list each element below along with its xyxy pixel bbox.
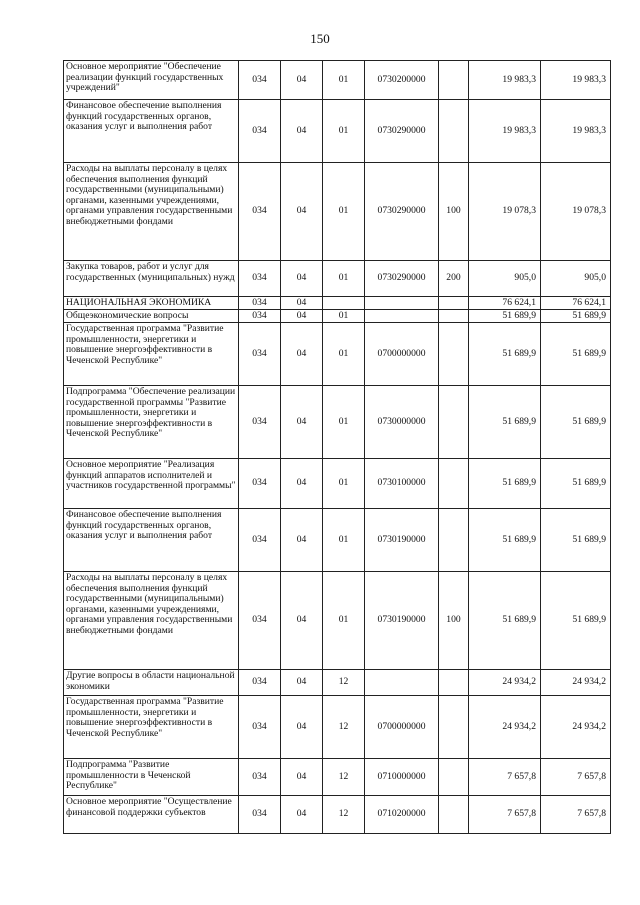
cell-name: Государственная программа "Развитие промышленности, энергетики и повышение энергоэффективности в Чеченской Республике" xyxy=(64,323,239,386)
cell-section: 04 xyxy=(281,310,323,323)
cell-name: Основное мероприятие "Осуществление финансовой поддержки субъектов xyxy=(64,796,239,834)
cell-ministry-code: 034 xyxy=(239,310,281,323)
cell-target-article: 0710000000 xyxy=(365,759,439,796)
cell-name: Расходы на выплаты персоналу в целях обеспечения выполнения функций государственными (муниципальными) органами, казенными учреждениями, органами управления государственными внебюджетными фондами xyxy=(64,572,239,670)
cell-amount-1: 905,0 xyxy=(469,261,541,297)
cell-amount-2: 7 657,8 xyxy=(541,759,611,796)
cell-expense-type xyxy=(439,61,469,100)
cell-subsection xyxy=(323,297,365,310)
cell-name: Закупка товаров, работ и услуг для государственных (муниципальных) нужд xyxy=(64,261,239,297)
cell-expense-type xyxy=(439,386,469,459)
cell-amount-2: 51 689,9 xyxy=(541,310,611,323)
cell-section: 04 xyxy=(281,670,323,696)
cell-expense-type xyxy=(439,670,469,696)
cell-section: 04 xyxy=(281,386,323,459)
cell-section: 04 xyxy=(281,696,323,759)
cell-section: 04 xyxy=(281,61,323,100)
cell-section: 04 xyxy=(281,759,323,796)
cell-subsection: 01 xyxy=(323,261,365,297)
cell-amount-1: 51 689,9 xyxy=(469,310,541,323)
table-row xyxy=(64,696,611,759)
cell-section: 04 xyxy=(281,509,323,572)
cell-subsection: 12 xyxy=(323,696,365,759)
cell-amount-1: 24 934,2 xyxy=(469,696,541,759)
cell-expense-type xyxy=(439,796,469,834)
cell-target-article xyxy=(365,310,439,323)
cell-target-article: 0700000000 xyxy=(365,323,439,386)
cell-subsection: 01 xyxy=(323,100,365,163)
cell-target-article: 0730190000 xyxy=(365,572,439,670)
cell-ministry-code: 034 xyxy=(239,61,281,100)
cell-subsection: 01 xyxy=(323,310,365,323)
cell-amount-1: 19 983,3 xyxy=(469,61,541,100)
cell-name: Финансовое обеспечение выполнения функций государственных органов, оказания услуг и выполнения работ xyxy=(64,100,239,163)
cell-expense-type xyxy=(439,310,469,323)
cell-amount-1: 51 689,9 xyxy=(469,386,541,459)
cell-expense-type: 100 xyxy=(439,572,469,670)
cell-amount-1: 19 983,3 xyxy=(469,100,541,163)
cell-section: 04 xyxy=(281,323,323,386)
cell-ministry-code: 034 xyxy=(239,696,281,759)
cell-amount-1: 24 934,2 xyxy=(469,670,541,696)
cell-expense-type: 200 xyxy=(439,261,469,297)
cell-amount-2: 24 934,2 xyxy=(541,670,611,696)
table-row xyxy=(64,297,611,310)
cell-expense-type xyxy=(439,297,469,310)
cell-target-article: 0730190000 xyxy=(365,509,439,572)
cell-ministry-code: 034 xyxy=(239,386,281,459)
cell-amount-2: 51 689,9 xyxy=(541,386,611,459)
cell-name: Расходы на выплаты персоналу в целях обеспечения выполнения функций государственными (муниципальными) органами, казенными учреждениями, органами управления государственными внебюджетными фондами xyxy=(64,163,239,261)
cell-name: Финансовое обеспечение выполнения функций государственных органов, оказания услуг и выполнения работ xyxy=(64,509,239,572)
budget-table xyxy=(63,60,611,834)
cell-name: Основное мероприятие "Реализация функций аппаратов исполнителей и участников государственной программы" xyxy=(64,459,239,509)
cell-expense-type xyxy=(439,323,469,386)
cell-ministry-code: 034 xyxy=(239,261,281,297)
cell-target-article: 0730100000 xyxy=(365,459,439,509)
cell-target-article: 0710200000 xyxy=(365,796,439,834)
cell-expense-type: 100 xyxy=(439,163,469,261)
cell-subsection: 01 xyxy=(323,459,365,509)
cell-expense-type xyxy=(439,100,469,163)
table-row xyxy=(64,459,611,509)
cell-amount-1: 51 689,9 xyxy=(469,509,541,572)
cell-subsection: 01 xyxy=(323,572,365,670)
cell-target-article: 0730000000 xyxy=(365,386,439,459)
cell-name: Общеэкономические вопросы xyxy=(64,310,239,323)
cell-name: Основное мероприятие "Обеспечение реализации функций государственных учреждений" xyxy=(64,61,239,100)
cell-section: 04 xyxy=(281,459,323,509)
cell-target-article: 0730290000 xyxy=(365,261,439,297)
cell-target-article xyxy=(365,670,439,696)
cell-ministry-code: 034 xyxy=(239,100,281,163)
cell-subsection: 01 xyxy=(323,163,365,261)
cell-amount-2: 7 657,8 xyxy=(541,796,611,834)
cell-expense-type xyxy=(439,696,469,759)
cell-ministry-code: 034 xyxy=(239,163,281,261)
cell-amount-1: 7 657,8 xyxy=(469,796,541,834)
cell-amount-1: 51 689,9 xyxy=(469,459,541,509)
cell-section: 04 xyxy=(281,297,323,310)
page-number: 150 xyxy=(310,31,330,46)
table-row xyxy=(64,796,611,834)
cell-subsection: 01 xyxy=(323,509,365,572)
cell-amount-2: 19 983,3 xyxy=(541,100,611,163)
table-row xyxy=(64,509,611,572)
cell-expense-type xyxy=(439,459,469,509)
cell-amount-1: 51 689,9 xyxy=(469,323,541,386)
cell-ministry-code: 034 xyxy=(239,323,281,386)
budget-table-body xyxy=(64,61,611,834)
cell-amount-2: 51 689,9 xyxy=(541,509,611,572)
cell-name: Подпрограмма "Развитие промышленности в Чеченской Республике" xyxy=(64,759,239,796)
cell-ministry-code: 034 xyxy=(239,759,281,796)
cell-target-article: 0700000000 xyxy=(365,696,439,759)
cell-subsection: 01 xyxy=(323,386,365,459)
cell-ministry-code: 034 xyxy=(239,509,281,572)
cell-ministry-code: 034 xyxy=(239,796,281,834)
table-row xyxy=(64,310,611,323)
cell-section: 04 xyxy=(281,100,323,163)
cell-subsection: 12 xyxy=(323,759,365,796)
cell-expense-type xyxy=(439,759,469,796)
cell-amount-1: 76 624,1 xyxy=(469,297,541,310)
table-row xyxy=(64,323,611,386)
cell-subsection: 01 xyxy=(323,61,365,100)
cell-ministry-code: 034 xyxy=(239,670,281,696)
table-row xyxy=(64,759,611,796)
cell-amount-2: 19 983,3 xyxy=(541,61,611,100)
table-row xyxy=(64,261,611,297)
cell-amount-2: 51 689,9 xyxy=(541,572,611,670)
cell-amount-2: 76 624,1 xyxy=(541,297,611,310)
cell-ministry-code: 034 xyxy=(239,459,281,509)
cell-ministry-code: 034 xyxy=(239,572,281,670)
cell-amount-2: 51 689,9 xyxy=(541,323,611,386)
cell-name: Другие вопросы в области национальной экономики xyxy=(64,670,239,696)
cell-name: Подпрограмма "Обеспечение реализации государственной программы "Развитие промышленности, энергетики и повышение энергоэффективности в Чеченской Республике" xyxy=(64,386,239,459)
cell-target-article: 0730290000 xyxy=(365,163,439,261)
cell-expense-type xyxy=(439,509,469,572)
cell-section: 04 xyxy=(281,261,323,297)
cell-name: НАЦИОНАЛЬНАЯ ЭКОНОМИКА xyxy=(64,297,239,310)
table-row xyxy=(64,163,611,261)
cell-section: 04 xyxy=(281,163,323,261)
table-row xyxy=(64,572,611,670)
cell-amount-1: 19 078,3 xyxy=(469,163,541,261)
cell-amount-2: 24 934,2 xyxy=(541,696,611,759)
cell-subsection: 12 xyxy=(323,796,365,834)
cell-section: 04 xyxy=(281,572,323,670)
table-row xyxy=(64,670,611,696)
table-row xyxy=(64,61,611,100)
cell-ministry-code: 034 xyxy=(239,297,281,310)
cell-amount-1: 7 657,8 xyxy=(469,759,541,796)
cell-target-article: 0730290000 xyxy=(365,100,439,163)
cell-amount-2: 51 689,9 xyxy=(541,459,611,509)
cell-section: 04 xyxy=(281,796,323,834)
table-row xyxy=(64,100,611,163)
cell-target-article: 0730200000 xyxy=(365,61,439,100)
cell-target-article xyxy=(365,297,439,310)
cell-amount-2: 905,0 xyxy=(541,261,611,297)
table-row xyxy=(64,386,611,459)
cell-subsection: 12 xyxy=(323,670,365,696)
cell-subsection: 01 xyxy=(323,323,365,386)
cell-name: Государственная программа "Развитие промышленности, энергетики и повышение энергоэффективности в Чеченской Республике" xyxy=(64,696,239,759)
cell-amount-1: 51 689,9 xyxy=(469,572,541,670)
cell-amount-2: 19 078,3 xyxy=(541,163,611,261)
